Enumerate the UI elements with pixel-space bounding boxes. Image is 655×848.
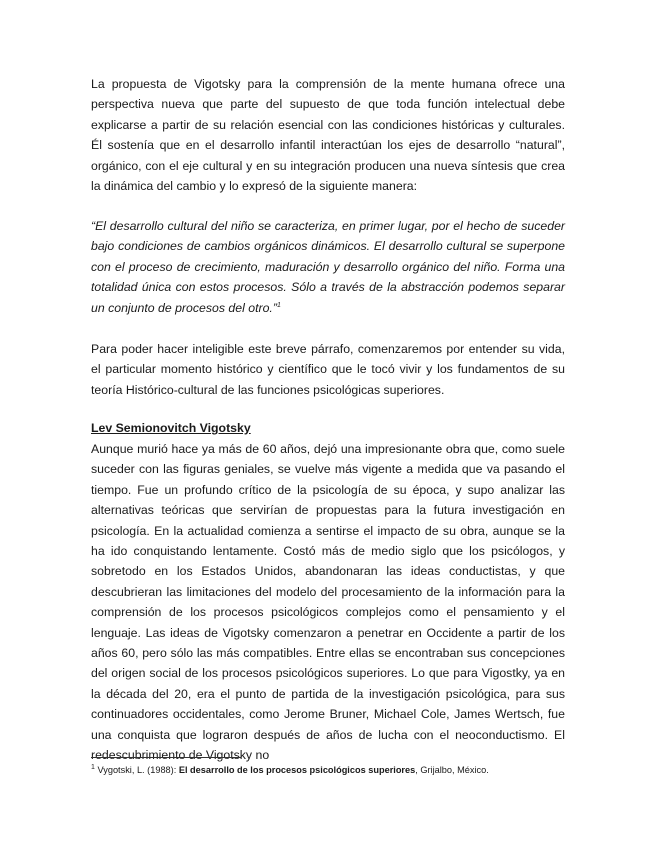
footnote-title: El desarrollo de los procesos psicológicos superiores [178,765,416,775]
intro-paragraph: La propuesta de Vigotsky para la comprensión de la mente humana ofrece una perspectiva nueva que parte del supuesto de que toda función intelectual debe explicarse a partir de su relación esencial con las condiciones históricas y culturales. Él sostenía que en el desarrollo infantil interactúan los ejes de desarrollo “natural”, orgánico, con el eje cultural y en su integración producen una nueva síntesis que crea la dinámica del cambio y lo expresó de la siguiente manera: [91,77,565,194]
footnote-reference: 1 [276,301,281,309]
footnote [91,764,571,776]
context-paragraph: Para poder hacer inteligible este breve párrafo, comenzaremos por entender su vida, el particular momento histórico y científico que le tocó vivir y los fundamentos de su teoría Histórico-cultural de las funciones psicológicas superiores. [91,342,565,397]
footnote-prefix: Vygotski, L. (1988): [94,765,179,775]
quote-paragraph [91,216,565,318]
footnote-suffix: , Grijalbo, México. [415,765,489,775]
footnote-divider [91,757,241,758]
quote-block [91,216,565,318]
footnote-marker: 1 [91,763,95,771]
quote-text: “El desarrollo cultural del niño se caracteriza, en primer lugar, por el hecho de suceder bajo condiciones de cambios orgánicos dinámicos. El desarrollo cultural se superpone con el proceso de crecimiento, maduración y desarrollo orgánico del niño. Forma una totalidad única con estos procesos. Sólo a través de la abstracción podemos separar un conjunto de procesos del otro.” [91,219,565,315]
section-heading: Lev Semionovitch Vigotsky [91,421,251,435]
biography-paragraph-block [91,439,565,766]
biography-paragraph: Aunque murió hace ya más de 60 años, dejó una impresionante obra que, como suele suceder con las figuras geniales, se vuelve más vigente a medida que va pasando el tiempo. Fue un profundo crítico de la psicología de su época, y supo analizar las alternativas teóricas que servirían de propuestas para la futura investigación en psicología. En la actualidad comienza a sentirse el impacto de su obra, aunque se la ha ido conquistando lentamente. Costó más de medio siglo que los psicólogos, y sobretodo en los Estados Unidos, abandonaran las ideas conductistas, y que descubrieran las limitaciones del modelo del procesamiento de la información para la comprensión de los procesos psicológicos complejos como el pensamiento y el lenguaje. Las ideas de Vigotsky comenzaron a penetrar en Occidente a partir de los años 60, pero sólo las más compatibles. Entre ellas se encontraban sus concepciones del origen social de los procesos psicológicos superiores. Lo que para Vigostky, ya en la década del 20, era el punto de partida de la investigación psicológica, para sus continuadores occidentales, como Jerome Bruner, Michael Cole, James Wertsch, fue una conquista que lograron después de años de lucha con el neoconductismo. El redescubrimiento de Vigotsky no [91,442,565,763]
context-paragraph-block [91,339,565,400]
intro-paragraph-block [91,74,565,196]
